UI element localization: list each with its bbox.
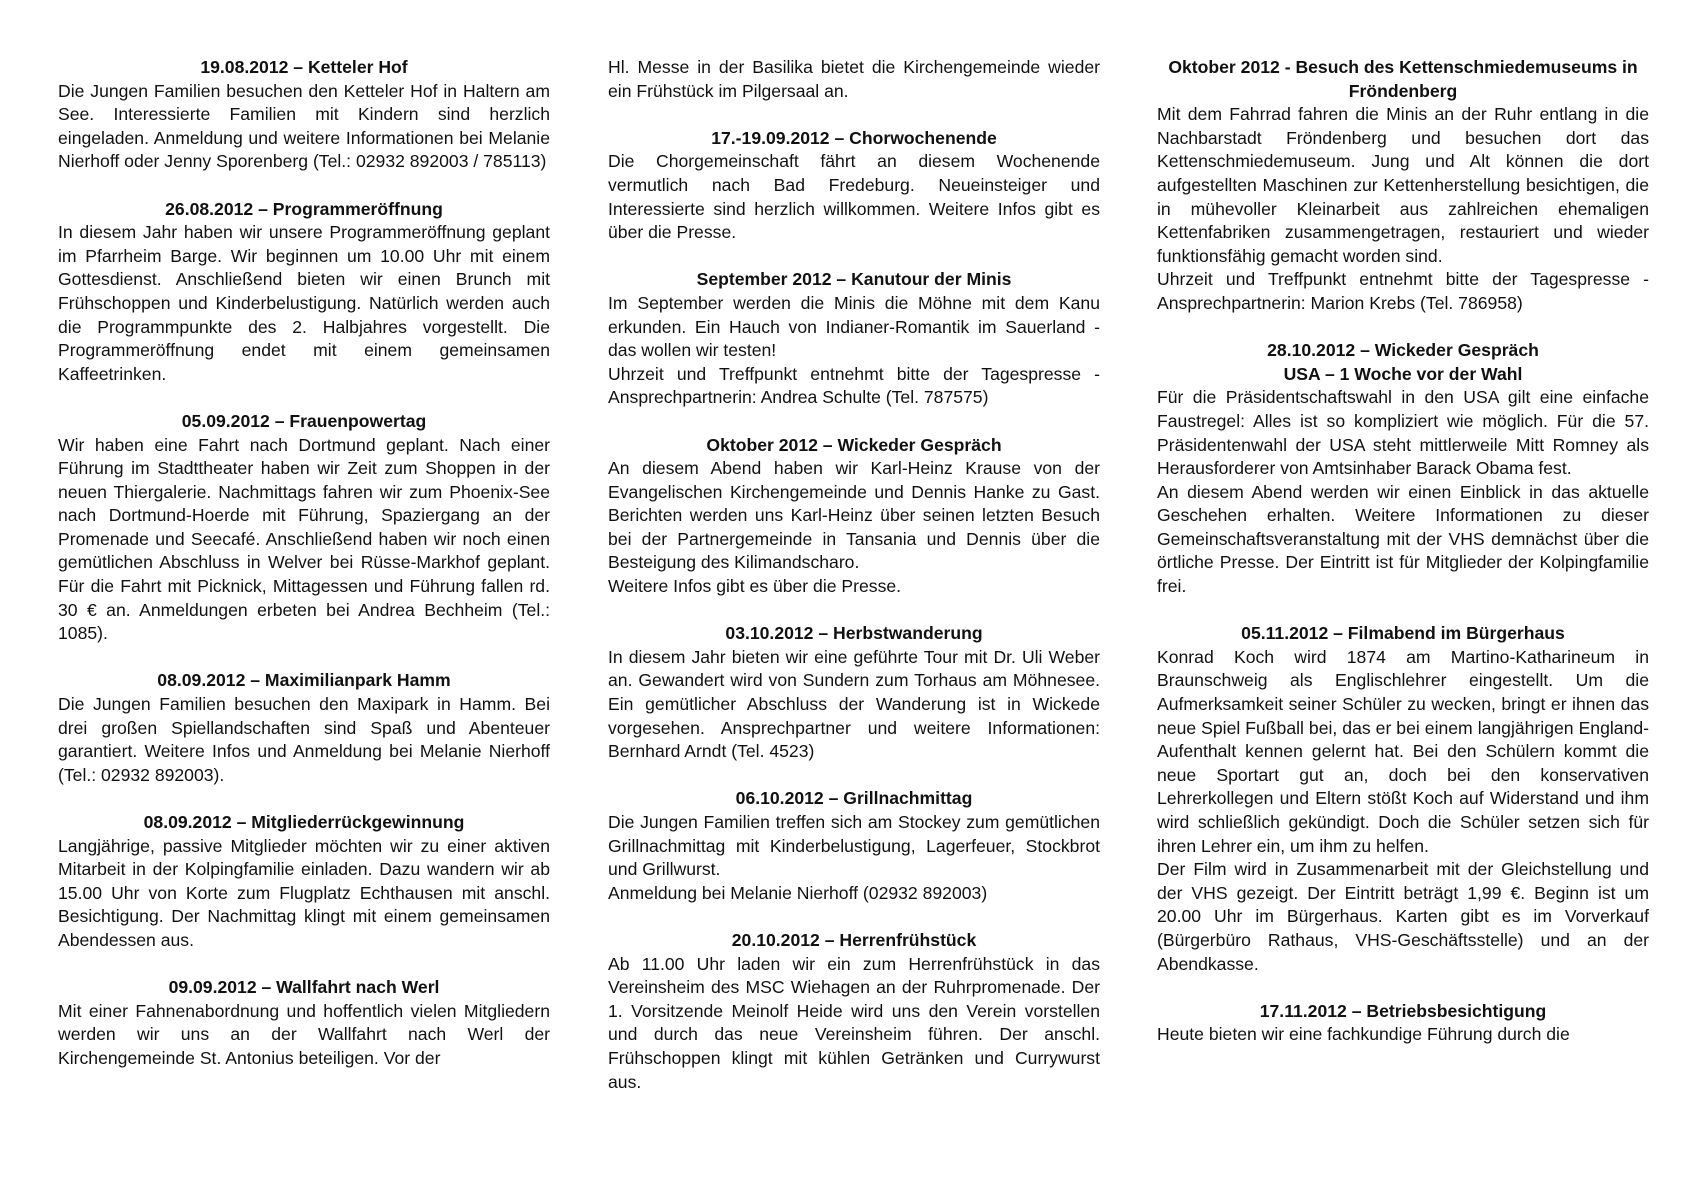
event-title: 06.10.2012 – Grillnachmittag (735, 788, 973, 809)
event-title: Oktober 2012 - Besuch des Kettenschmiedemuseums in Fröndenberg (1168, 57, 1638, 101)
event-description: Heute bieten wir eine fachkundige Führung durch die (1157, 1024, 1570, 1045)
event-entry (608, 268, 1100, 410)
event-description: In diesem Jahr bieten wir eine geführte Tour mit Dr. Uli Weber an. Gewandert wird von Sundern zum Torhaus am Möhnesee. Ein gemütlicher Abschluss der Wanderung ist in Wickede vorgesehen. Ansprechpartner und weitere Informationen: Bernhard Arndt (Tel. 4523) (608, 646, 1100, 762)
event-entry (608, 622, 1100, 764)
event-entry (608, 127, 1100, 245)
event-entry (608, 787, 1100, 905)
event-description: Konrad Koch wird 1874 am Martino-Katharineum in Braunschweig als Englischlehrer eingestellt. Um die Aufmerksamkeit seiner Schüler zu wecken, bringt er ihnen das neue Spiel Fußball bei, das er bei einem langjährigen England-Aufenthalt kennen gelernt hat. Bei den Schülern kommt die neue Sportart gut an, doch bei den konservativen Lehrerkollegen und Eltern stößt Koch auf Widerstand und ihm wird schließlich gekündigt. Doch die Schüler setzen sich für ihren Lehrer ein, um ihm zu helfen. Der Film wird in Zusammenarbeit mit der Gleichstellung und der VHS gezeigt. Der Eintritt beträgt 1,99 €. Beginn ist um 20.00 Uhr im Bürgerhaus. Karten gibt es im Vorverkauf (Bürgerbüro Rathaus, VHS-Geschäftsstelle) und an der Abendkasse. (1157, 646, 1649, 974)
event-entry (1157, 622, 1649, 976)
event-description: Für die Präsidentschaftswahl in den USA gilt eine einfache Faustregel: Alles ist so kompliziert wie möglich. Für die 57. Präsidentenwahl der USA steht mittlerweile Mitt Romney als Herausforderer von Amtsinhaber Barack Obama fest. An diesem Abend werden wir einen Einblick in das aktuelle Geschehen erhalten. Weitere Informationen zu dieser Gemeinschaftsveranstaltung mit der VHS demnächst über die örtliche Presse. Der Eintritt ist für Mitglieder der Kolpingfamilie frei. (1157, 387, 1649, 597)
event-title: 03.10.2012 – Herbstwanderung (725, 623, 983, 644)
event-title: 19.08.2012 – Ketteler Hof (200, 57, 408, 77)
event-title: 20.10.2012 – Herrenfrühstück (731, 929, 977, 950)
event-description: Die Jungen Familien besuchen den Maxipark in Hamm. Bei drei großen Spiellandschaften sind Spaß und Abenteuer garantiert. Weitere Infos und Anmeldung bei Melanie Nierhoff (Tel.: 02932 892003). (58, 694, 550, 785)
event-title: 17.-19.09.2012 – Chorwochenende (711, 127, 997, 148)
event-entry (608, 929, 1100, 1094)
event-description: Im September werden die Minis die Möhne mit dem Kanu erkunden. Ein Hauch von Indianer-Romantik im Sauerland - das wollen wir testen! Uhrzeit und Treffpunkt entnehmt bitte der Tagespresse - Ansprechpartnerin: Andrea Schulte (Tel. 787575) (608, 292, 1100, 408)
column-right (1157, 56, 1649, 1071)
event-description-continued: Hl. Messe in der Basilika bietet die Kirchengemeinde wieder ein Frühstück im Pilgersaal an. (608, 57, 1100, 101)
event-description: Wir haben eine Fahrt nach Dortmund geplant. Nach einer Führung im Stadttheater haben wir Zeit zum Shoppen in der neuen Thiergalerie. Nachmittags fahren wir zum Phoenix-See nach Dortmund-Hoerde mit Führung, Spaziergang an der Promenade und Seecafé. Anschließend haben wir noch einen gemütlichen Abschluss in Welver bei Rüsse-Markhof geplant. Für die Fahrt mit Picknick, Mittagessen und Führung fallen rd. 30 € an. Anmeldungen erbeten bei Andrea Bechheim (Tel.: 1085). (58, 434, 550, 644)
event-title: September 2012 – Kanutour der Minis (696, 269, 1012, 290)
event-entry (58, 410, 550, 646)
event-description: Mit einer Fahnenabordnung und hoffentlich vielen Mitgliedern werden wir uns an der Wallfahrt nach Werl der Kirchengemeinde St. Antonius beteiligen. Vor der (58, 1000, 550, 1068)
event-description: Ab 11.00 Uhr laden wir ein zum Herrenfrühstück in das Vereinsheim des MSC Wiehagen an der Ruhrpromenade. Der 1. Vorsitzende Meinolf Heide wird uns den Verein vorstellen und durch das neue Vereinsheim führen. Der anschl. Frühschoppen klingt mit kühlen Getränken und Currywurst aus. (608, 953, 1100, 1092)
event-title: 08.09.2012 – Maximilianpark Hamm (157, 670, 451, 691)
continued-text (608, 56, 1100, 103)
event-entry (1157, 1000, 1649, 1047)
event-entry (58, 811, 550, 953)
event-title: 26.08.2012 – Programmeröffnung (165, 198, 443, 219)
event-entry (1157, 339, 1649, 599)
event-title: 17.11.2012 – Betriebsbesichtigung (1259, 1000, 1547, 1021)
event-entry (58, 669, 550, 787)
event-entry (608, 434, 1100, 599)
event-description: Die Jungen Familien treffen sich am Stockey zum gemütlichen Grillnachmittag mit Kinderbelustigung, Lagerfeuer, Stockbrot und Grillwurst. Anmeldung bei Melanie Nierhoff (02932 892003) (608, 812, 1100, 903)
event-title: 05.09.2012 – Frauenpowertag (181, 410, 427, 431)
event-description: Langjährige, passive Mitglieder möchten wir zu einer aktiven Mitarbeit in der Kolpingfamilie einladen. Dazu wandern wir ab 15.00 Uhr von Korte zum Flugplatz Echthausen mit anschl. Besichtigung. Der Nachmittag klingt mit einem gemeinsamen Abendessen aus. (58, 835, 550, 950)
column-middle (608, 56, 1100, 1118)
event-title: 08.09.2012 – Mitgliederrückgewinnung (143, 812, 465, 832)
column-left (58, 56, 550, 1094)
event-title: 28.10.2012 – Wickeder Gespräch (1267, 340, 1539, 361)
event-description: Mit dem Fahrrad fahren die Minis an der Ruhr entlang in die Nachbarstadt Fröndenberg und besuchen dort das Kettenschmiedemuseum. Jung und Alt können die dort aufgestellten Maschinen zur Kettenherstellung besichtigen, die in mühevoller Kleinarbeit aus zahlreichen ehemaligen Kettenfabriken zusammengetragen, restauriert und wieder funktionsfähig gemacht worden sind. Uhrzeit und Treffpunkt entnehmt bitte der Tagespresse - Ansprechpartnerin: Marion Krebs (Tel. 786958) (1157, 104, 1649, 313)
event-description: Die Chorgemeinschaft fährt an diesem Wochenende vermutlich nach Bad Fredeburg. Neueinsteiger und Interessierte sind herzlich willkommen. Weitere Infos gibt es über die Presse. (608, 151, 1100, 243)
event-entry (1157, 56, 1649, 316)
event-title: 05.11.2012 – Filmabend im Bürgerhaus (1241, 623, 1565, 644)
event-subtitle: USA – 1 Woche vor der Wahl (1283, 363, 1523, 384)
event-entry (58, 198, 550, 387)
event-title: 09.09.2012 – Wallfahrt nach Werl (168, 977, 440, 998)
event-entry (58, 976, 550, 1070)
event-description: In diesem Jahr haben wir unsere Programmeröffnung geplant im Pfarrheim Barge. Wir beginnen um 10.00 Uhr mit einem Gottesdienst. Anschließend bieten wir einen Brunch mit Frühschoppen und Kinderbelustigung. Natürlich werden auch die Programmpunkte des 2. Halbjahres vorgestellt. Die Programmeröffnung endet mit einem gemeinsamen Kaffeetrinken. (58, 222, 550, 384)
event-description: An diesem Abend haben wir Karl-Heinz Krause von der Evangelischen Kirchengemeinde und Dennis Hanke zu Gast. Berichten werden uns Karl-Heinz über seinen letzten Besuch bei der Partnergemeinde in Tansania und Dennis über die Besteigung des Kilimandscharo. Weitere Infos gibt es über die Presse. (608, 458, 1100, 597)
event-description: Die Jungen Familien besuchen den Ketteler Hof in Haltern am See. Interessierte Familien mit Kindern sind herzlich eingeladen. Anmeldung und weitere Informationen bei Melanie Nierhoff oder Jenny Sporenberg (Tel.: 02932 892003 / 785113) (58, 80, 550, 172)
event-entry (58, 56, 550, 174)
event-title: Oktober 2012 – Wickeder Gespräch (706, 434, 1002, 455)
